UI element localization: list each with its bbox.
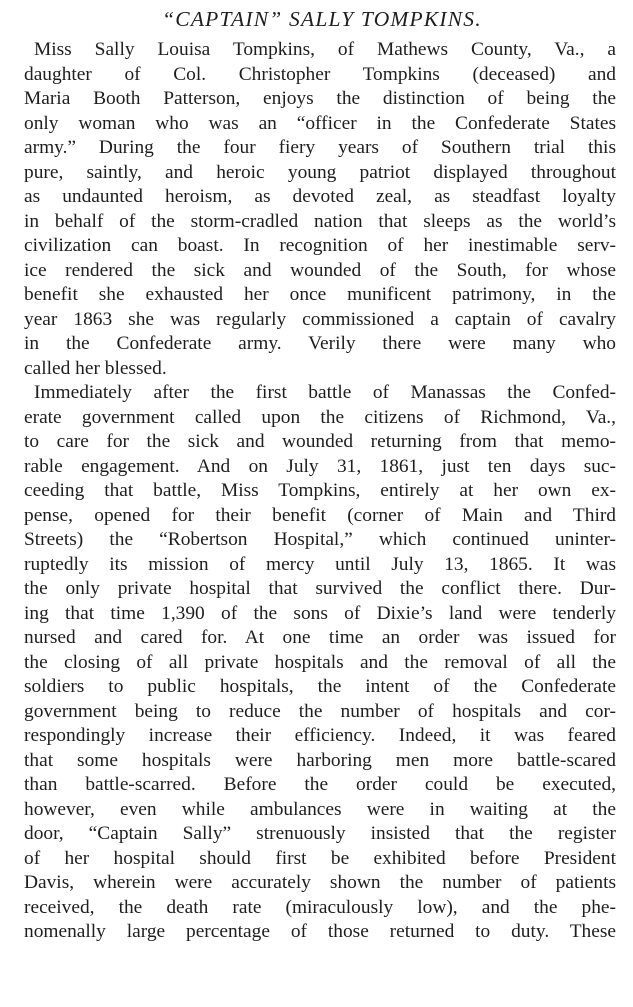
text-line: than battle-scarred. Before the order could be executed, <box>24 774 616 795</box>
text-line: called her blessed. <box>24 357 167 379</box>
text-line: door, “Captain Sally” strenuously insisted that the register <box>24 823 616 844</box>
text-line: in the Confederate army. Verily there were many who <box>24 333 616 354</box>
text-line: in behalf of the storm-cradled nation that sleeps as the world’s <box>24 210 616 232</box>
text-line: however, even while ambulances were in waiting at the <box>24 798 616 820</box>
text-line: to care for the sick and wounded returning from that memo- <box>24 431 616 452</box>
paragraph-1 <box>24 38 616 381</box>
text-line: Maria Booth Patterson, enjoys the distinction of being the <box>24 88 616 109</box>
text-line: government being to reduce the number of hospitals and cor- <box>24 700 616 722</box>
text-line: that some hospitals were harboring men more battle-scared <box>24 749 616 771</box>
article-title: “CAPTAIN” SALLY TOMPKINS. <box>162 7 482 31</box>
text-line: only woman who was an “officer in the Confederate States <box>24 112 616 134</box>
text-line: Streets) the “Robertson Hospital,” which continued uninter- <box>24 529 616 550</box>
document-page <box>24 4 616 945</box>
text-line: civilization can boast. In recognition of her inestimable serv- <box>24 235 616 256</box>
text-line: year 1863 she was regularly commissioned a captain of cavalry <box>24 308 616 330</box>
text-line: the only private hospital that survived the conflict there. Dur- <box>24 578 616 599</box>
text-line: ice rendered the sick and wounded of the South, for whose <box>24 259 616 281</box>
text-line: benefit she exhausted her once munificent patrimony, in the <box>24 284 616 305</box>
text-line: daughter of Col. Christopher Tompkins (deceased) and <box>24 63 616 85</box>
text-line: Immediately after the first battle of Manassas the Confed- <box>34 382 616 403</box>
text-line: nursed and cared for. At one time an order was issued for <box>24 627 616 648</box>
text-line: Davis, wherein were accurately shown the number of patients <box>24 872 616 893</box>
text-line: ing that time 1,390 of the sons of Dixie’s land were tenderly <box>24 602 616 624</box>
text-line: nomenally large percentage of those returned to duty. These <box>24 921 616 942</box>
text-line: army.” During the four fiery years of Southern trial this <box>24 137 616 158</box>
text-line: as undaunted heroism, as devoted zeal, as steadfast loyalty <box>24 186 616 207</box>
paragraph-2 <box>24 381 616 945</box>
text-line: soldiers to public hospitals, the intent of the Confederate <box>24 676 616 697</box>
text-line: of her hospital should first be exhibited before President <box>24 847 616 869</box>
text-line: ruptedly its mission of mercy until July 13, 1865. It was <box>24 553 616 575</box>
text-line: Miss Sally Louisa Tompkins, of Mathews County, Va., a <box>34 39 616 60</box>
text-line: respondingly increase their efficiency. Indeed, it was feared <box>24 725 616 746</box>
text-line: ceeding that battle, Miss Tompkins, entirely at her own ex- <box>24 480 616 501</box>
text-line: pense, opened for their benefit (corner of Main and Third <box>24 504 616 526</box>
text-line: erate government called upon the citizens of Richmond, Va., <box>24 406 616 428</box>
text-line: the closing of all private hospitals and the removal of all the <box>24 651 616 673</box>
text-line: received, the death rate (miraculously low), and the phe- <box>24 896 616 918</box>
text-line: pure, saintly, and heroic young patriot displayed throughout <box>24 161 616 183</box>
text-line: rable engagement. And on July 31, 1861, just ten days suc- <box>24 455 616 477</box>
